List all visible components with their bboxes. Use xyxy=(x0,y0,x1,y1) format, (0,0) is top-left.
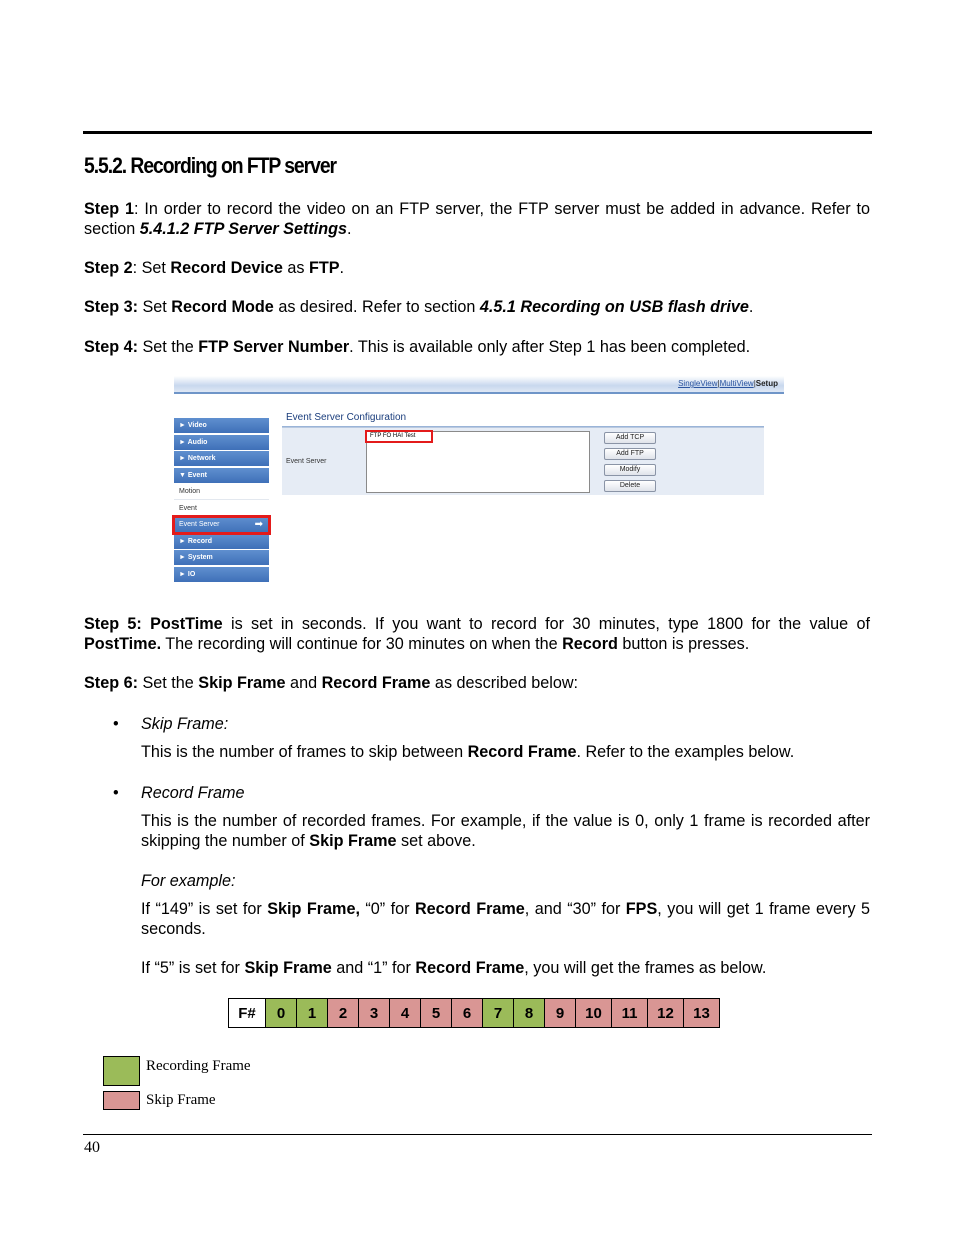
menu-item-motion[interactable]: Motion xyxy=(174,484,269,500)
step-6-text: Set the xyxy=(137,674,199,692)
step-5-record: Record xyxy=(562,635,618,653)
menu-item-event-server[interactable] xyxy=(174,517,269,533)
step-2-ftp: FTP xyxy=(308,259,340,277)
example-1-text-e: , you will get 1 frame every 5 seconds. xyxy=(141,900,870,938)
frame-cell-12: 12 xyxy=(648,999,684,1028)
step-2-period: . xyxy=(339,259,345,277)
top-navigation-bar xyxy=(174,376,784,394)
skip-frame-text: This is the number of frames to skip between xyxy=(141,743,468,761)
event-server-screenshot xyxy=(174,376,786,592)
frame-cell-4: 4 xyxy=(390,999,421,1028)
delete-button[interactable]: Delete xyxy=(604,480,656,492)
step-1-label: Step 1 xyxy=(84,200,134,218)
record-frame-text: This is the number of recorded frames. For example, if the value is 0, only 1 frame is recorded after skipping the number of xyxy=(141,812,870,850)
menu-item-io[interactable]: ► IO xyxy=(174,567,269,583)
step-3-paragraph xyxy=(84,297,870,317)
bullet-skip-frame-marker: • xyxy=(113,715,119,733)
skip-frame-description xyxy=(141,742,870,762)
frame-cell-0: 0 xyxy=(266,999,297,1028)
step-5-text-b: The recording will continue for 30 minutes on when the xyxy=(161,635,563,653)
setup-link[interactable]: Setup xyxy=(755,379,778,388)
step-4-paragraph xyxy=(84,337,870,357)
example-2-record-frame: Record Frame xyxy=(415,959,525,977)
step-5-paragraph xyxy=(84,614,870,654)
step-6-text-and: and xyxy=(285,674,322,692)
step-1-reference: 5.4.1.2 FTP Server Settings xyxy=(139,220,348,238)
example-1-fps: FPS xyxy=(625,900,658,918)
frame-sequence-table xyxy=(228,998,720,1028)
step-2-text: : Set xyxy=(132,259,171,277)
frame-cell-1: 1 xyxy=(297,999,328,1028)
record-frame-title: Record Frame xyxy=(141,784,245,802)
frame-cell-6: 6 xyxy=(452,999,483,1028)
step-2-record-device: Record Device xyxy=(170,259,283,277)
event-server-listbox[interactable] xyxy=(366,431,590,493)
menu-item-audio[interactable]: ► Audio xyxy=(174,435,269,451)
step-6-text-tail: as described below: xyxy=(430,674,579,692)
example-1-text-c: “0” for xyxy=(359,900,415,918)
example-2-text-a: If “5” is set for xyxy=(141,959,245,977)
menu-item-system[interactable]: ► System xyxy=(174,550,269,566)
add-ftp-button[interactable]: Add FTP xyxy=(604,448,656,460)
multiview-link[interactable]: MultiView xyxy=(719,379,754,388)
menu-item-network[interactable]: ► Network xyxy=(174,451,269,467)
example-title xyxy=(141,871,870,891)
event-server-label: Event Server xyxy=(286,458,327,465)
step-2-text-as: as xyxy=(282,259,309,277)
menu-item-video[interactable]: ► Video xyxy=(174,418,269,434)
step-3-text: Set xyxy=(137,298,172,316)
step-2-paragraph xyxy=(84,258,870,278)
event-server-config-panel xyxy=(282,408,764,495)
record-frame-text-tail: set above. xyxy=(396,832,476,850)
menu-item-event-sub[interactable]: Event xyxy=(174,501,269,517)
step-5-text: is set in seconds. If you want to record for 30 minutes, type 1800 for the value of xyxy=(222,615,870,633)
step-5-posttime: PostTime. xyxy=(84,635,162,653)
bullet-record-frame-title xyxy=(141,783,870,803)
setup-sidebar-menu xyxy=(174,418,269,583)
step-3-label: Step 3: xyxy=(84,298,138,316)
example-1-skip-frame: Skip Frame, xyxy=(267,900,360,918)
legend-recording-swatch xyxy=(103,1056,140,1086)
legend-recording-label: Recording Frame xyxy=(146,1058,251,1074)
page-number: 40 xyxy=(84,1139,100,1156)
legend-skip-swatch xyxy=(103,1091,140,1110)
step-4-ftp-server-number: FTP Server Number xyxy=(198,338,350,356)
menu-item-event-server-label: Event Server xyxy=(179,521,220,528)
step-3-record-mode: Record Mode xyxy=(171,298,274,316)
frame-cell-5: 5 xyxy=(421,999,452,1028)
step-2-label: Step 2 xyxy=(84,259,133,277)
frame-cell-10: 10 xyxy=(576,999,612,1028)
example-1-record-frame: Record Frame xyxy=(414,900,525,918)
top-rule xyxy=(83,131,872,134)
example-2-text-c: and “1” for xyxy=(331,959,416,977)
step-4-text-tail: . This is available only after Step 1 has been completed. xyxy=(349,338,751,356)
event-server-list-entry[interactable]: FTP FO HAI Test xyxy=(365,430,433,443)
step-6-skip-frame: Skip Frame xyxy=(198,674,286,692)
step-6-label: Step 6: xyxy=(84,674,138,692)
frame-row xyxy=(229,999,720,1028)
step-4-label: Step 4: xyxy=(84,338,138,356)
example-paragraph-1 xyxy=(141,899,870,939)
frame-header-cell: F# xyxy=(229,999,266,1028)
step-3-reference: 4.5.1 Recording on USB flash drive xyxy=(479,298,749,316)
skip-frame-text-tail: . Refer to the examples below. xyxy=(576,743,795,761)
footer-rule xyxy=(83,1134,872,1135)
bullet-skip-frame-title xyxy=(141,714,870,734)
nav-separator: | xyxy=(717,379,720,388)
for-example-label: For example: xyxy=(141,872,236,890)
step-1-period: . xyxy=(347,220,352,238)
frame-cell-9: 9 xyxy=(545,999,576,1028)
arrow-right-icon: ➡ xyxy=(254,519,263,530)
example-paragraph-2 xyxy=(141,958,870,978)
frame-cell-11: 11 xyxy=(612,999,648,1028)
add-tcp-button[interactable]: Add TCP xyxy=(604,432,656,444)
record-frame-description xyxy=(141,811,870,851)
step-3-period: . xyxy=(748,298,754,316)
step-4-text: Set the xyxy=(137,338,199,356)
example-1-text-d: , and “30” for xyxy=(524,900,626,918)
frame-cell-13: 13 xyxy=(684,999,720,1028)
view-links xyxy=(678,379,778,388)
step-3-text-refer: as desired. Refer to section xyxy=(273,298,480,316)
step-5-text-c: button is presses. xyxy=(617,635,750,653)
section-heading: 5.5.2. Recording on FTP server xyxy=(84,153,337,178)
skip-frame-record-frame: Record Frame xyxy=(467,743,577,761)
example-1-text-a: If “149” is set for xyxy=(141,900,268,918)
step-5-label: Step 5: PostTime xyxy=(84,615,223,633)
step-1-paragraph xyxy=(84,199,870,239)
bullet-record-frame-marker: • xyxy=(113,784,119,802)
step-6-record-frame: Record Frame xyxy=(321,674,431,692)
frame-cell-2: 2 xyxy=(328,999,359,1028)
frame-cell-7: 7 xyxy=(483,999,514,1028)
singleview-link[interactable]: SingleView xyxy=(678,379,718,388)
legend-skip-label: Skip Frame xyxy=(146,1092,216,1108)
step-1-text: : In order to record the video on an FTP server, the FTP server must be added in advance. Refer to section xyxy=(84,200,870,238)
example-2-text-d: , you will get the frames as below. xyxy=(524,959,767,977)
nav-separator: | xyxy=(753,379,756,388)
menu-item-record[interactable]: ► Record xyxy=(174,534,269,550)
skip-frame-title: Skip Frame: xyxy=(141,715,229,733)
panel-title: Event Server Configuration xyxy=(286,412,407,423)
menu-item-event[interactable]: ▼ Event xyxy=(174,468,269,484)
record-frame-skip-frame: Skip Frame xyxy=(309,832,397,850)
frame-cell-8: 8 xyxy=(514,999,545,1028)
step-6-paragraph xyxy=(84,673,870,693)
example-2-skip-frame: Skip Frame xyxy=(244,959,332,977)
modify-button[interactable]: Modify xyxy=(604,464,656,476)
panel-body xyxy=(282,427,764,495)
frame-cell-3: 3 xyxy=(359,999,390,1028)
